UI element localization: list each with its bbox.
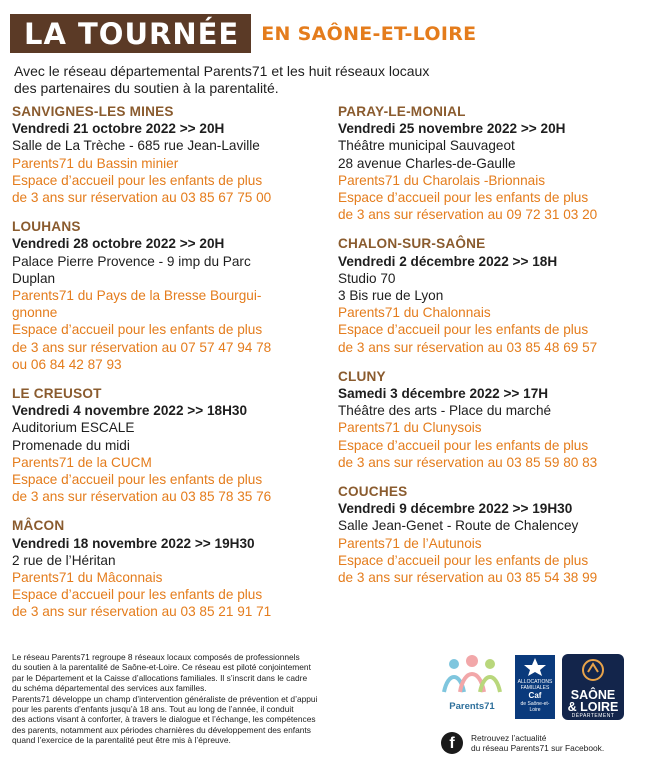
event-venue-line: Duplan xyxy=(12,270,56,286)
event-childcare-line: de 3 ans sur réservation au 03 85 54 38 99 xyxy=(338,570,598,586)
event-block xyxy=(12,385,327,505)
parents71-logo xyxy=(440,654,504,712)
facebook-text-line: du réseau Parents71 sur Facebook. xyxy=(471,743,605,753)
event-city: LOUHANS xyxy=(12,219,81,235)
event-block xyxy=(338,368,648,471)
event-network: Parents71 de l’Autunois xyxy=(338,535,482,551)
footer-line: Parents71 développe un champ d’intervention généraliste de prévention et d’appui xyxy=(12,693,318,704)
event-city: SANVIGNES-LES MINES xyxy=(12,104,174,119)
event-childcare-line: de 3 ans sur réservation au 03 85 48 69 57 xyxy=(338,339,598,355)
page-header xyxy=(10,14,476,53)
department-emblem-icon xyxy=(562,654,624,684)
event-childcare-line: Espace d’accueil pour les enfants de plus xyxy=(338,437,589,453)
event-venue-line: Promenade du midi xyxy=(12,437,130,453)
event-city: CHALON-SUR-SAÔNE xyxy=(338,236,486,252)
facebook-icon[interactable]: f xyxy=(441,732,463,754)
footer-line: quand l’exercice de la parentalité peut être mis à l’épreuve. xyxy=(12,735,231,746)
caf-logo-line: FAMILIALES xyxy=(520,685,550,691)
event-childcare-line: Espace d’accueil pour les enfants de plus xyxy=(12,587,263,603)
footer-line: du schéma départemental des services aux familles. xyxy=(12,683,207,694)
caf-logo xyxy=(515,655,555,719)
facebook-text-line: Retrouvez l’actualité xyxy=(471,733,547,743)
event-venue-line: Théâtre municipal Sauvageot xyxy=(338,138,515,154)
event-childcare-line: ou 06 84 42 87 93 xyxy=(12,356,122,372)
department-name-line: & LOIRE xyxy=(567,700,619,714)
event-venue-line: 2 rue de l’Héritan xyxy=(12,552,116,568)
events-right-column xyxy=(338,103,648,598)
event-venue-line: Théâtre des arts - Place du marché xyxy=(338,403,552,419)
footer-line: Le réseau Parents71 regroupe 8 réseaux locaux composés de professionnels xyxy=(12,652,300,662)
event-date: Vendredi 28 octobre 2022 >> 20H xyxy=(12,236,225,252)
event-date: Vendredi 4 novembre 2022 >> 18H30 xyxy=(12,403,248,419)
events-left-column xyxy=(12,103,327,633)
caf-star-icon xyxy=(515,655,555,677)
footer-line: des parents, notamment aux périodes charnières du développement des enfants xyxy=(12,724,311,735)
event-date: Vendredi 2 décembre 2022 >> 18H xyxy=(338,253,558,269)
event-childcare-line: de 3 ans sur réservation au 03 85 67 75 00 xyxy=(12,190,272,206)
event-venue-line: 3 Bis rue de Lyon xyxy=(338,288,444,304)
event-city: COUCHES xyxy=(338,484,408,500)
event-date: Vendredi 25 novembre 2022 >> 20H xyxy=(338,121,566,137)
facebook-text xyxy=(471,733,604,753)
department-name-line: SAÔNE xyxy=(570,688,616,702)
caf-logo-line: ALLOCATIONS xyxy=(517,679,553,685)
department-label: DÉPARTEMENT xyxy=(571,713,615,719)
event-childcare-line: de 3 ans sur réservation au 03 85 59 80 83 xyxy=(338,454,598,470)
event-venue-line: Studio 70 xyxy=(338,270,396,286)
event-childcare-line: Espace d’accueil pour les enfants de plus xyxy=(338,552,589,568)
intro-line: des partenaires du soutien à la parentalité. xyxy=(14,80,279,96)
event-network: Parents71 de la CUCM xyxy=(12,454,152,470)
event-block xyxy=(338,235,648,355)
footer-description xyxy=(12,652,407,746)
footer-line: du soutien à la parentalité de Saône-et-Loire. Ce réseau est piloté conjointement xyxy=(12,662,311,673)
event-childcare-line: Espace d’accueil pour les enfants de plus xyxy=(12,322,263,338)
event-venue-line: Salle de La Trèche - 685 rue Jean-Laville xyxy=(12,138,260,154)
intro-line: Avec le réseau départemental Parents71 et les huit réseaux locaux xyxy=(14,63,430,79)
event-venue-line: Palace Pierre Provence - 9 imp du Parc xyxy=(12,253,251,269)
page-subtitle: EN SAÔNE-ET-LOIRE xyxy=(261,22,477,45)
event-date: Vendredi 21 octobre 2022 >> 20H xyxy=(12,121,225,137)
event-city: CLUNY xyxy=(338,368,386,384)
event-childcare-line: de 3 ans sur réservation au 03 85 78 35 76 xyxy=(12,489,272,505)
caf-logo-line: Caf xyxy=(528,691,542,700)
footer-line: pour les parents d’enfants jusqu’à 18 ans. Tout au long de l’année, il conduit xyxy=(12,704,294,715)
saone-et-loire-logo xyxy=(562,654,624,720)
event-block xyxy=(338,103,648,223)
event-childcare-line: Espace d’accueil pour les enfants de plus xyxy=(12,172,263,188)
event-block xyxy=(12,218,327,373)
event-network: Parents71 du Clunysois xyxy=(338,420,482,436)
parents71-logo-label: Parents71 xyxy=(449,701,495,712)
event-date: Vendredi 18 novembre 2022 >> 19H30 xyxy=(12,535,255,551)
event-block xyxy=(12,517,327,620)
event-childcare-line: de 3 ans sur réservation au 09 72 31 03 20 xyxy=(338,207,598,223)
event-network: Parents71 du Chalonnais xyxy=(338,305,491,321)
page-title: LA TOURNÉE xyxy=(10,14,251,53)
event-city: PARAY-LE-MONIAL xyxy=(338,104,466,119)
event-network-line: gnonne xyxy=(12,305,58,321)
intro-text xyxy=(14,63,634,97)
event-block xyxy=(338,483,648,586)
event-childcare-line: Espace d’accueil pour les enfants de plus xyxy=(12,472,263,488)
family-icon xyxy=(440,654,504,694)
event-venue-line: Salle Jean-Genet - Route de Chalencey xyxy=(338,518,579,534)
event-childcare-line: de 3 ans sur réservation au 03 85 21 91 71 xyxy=(12,604,272,620)
footer-line: par le Département et la Caisse d’allocations familiales. Il s’inscrit dans le cadre xyxy=(12,672,308,683)
event-childcare-line: Espace d’accueil pour les enfants de plus xyxy=(338,322,589,338)
event-date: Samedi 3 décembre 2022 >> 17H xyxy=(338,386,549,402)
event-network: Parents71 du Mâconnais xyxy=(12,570,163,586)
event-date: Vendredi 9 décembre 2022 >> 19H30 xyxy=(338,501,573,517)
event-city: MÂCON xyxy=(12,518,65,534)
event-network-line: Parents71 du Pays de la Bresse Bourgui- xyxy=(12,288,262,304)
event-block xyxy=(12,103,327,206)
event-childcare-line: de 3 ans sur réservation au 07 57 47 94 78 xyxy=(12,339,272,355)
event-network: Parents71 du Charolais -Brionnais xyxy=(338,172,546,188)
facebook-callout[interactable] xyxy=(441,732,604,754)
event-venue-line: 28 avenue Charles-de-Gaulle xyxy=(338,155,516,171)
event-network: Parents71 du Bassin minier xyxy=(12,155,179,171)
footer-line: des actions visant à conforter, à travers le dialogue et l’échange, les compétences xyxy=(12,714,316,725)
event-childcare-line: Espace d’accueil pour les enfants de plus xyxy=(338,190,589,206)
event-city: LE CREUSOT xyxy=(12,386,102,402)
event-venue-line: Auditorium ESCALE xyxy=(12,420,135,436)
caf-logo-line: de Saône-et-Loire xyxy=(520,701,550,713)
